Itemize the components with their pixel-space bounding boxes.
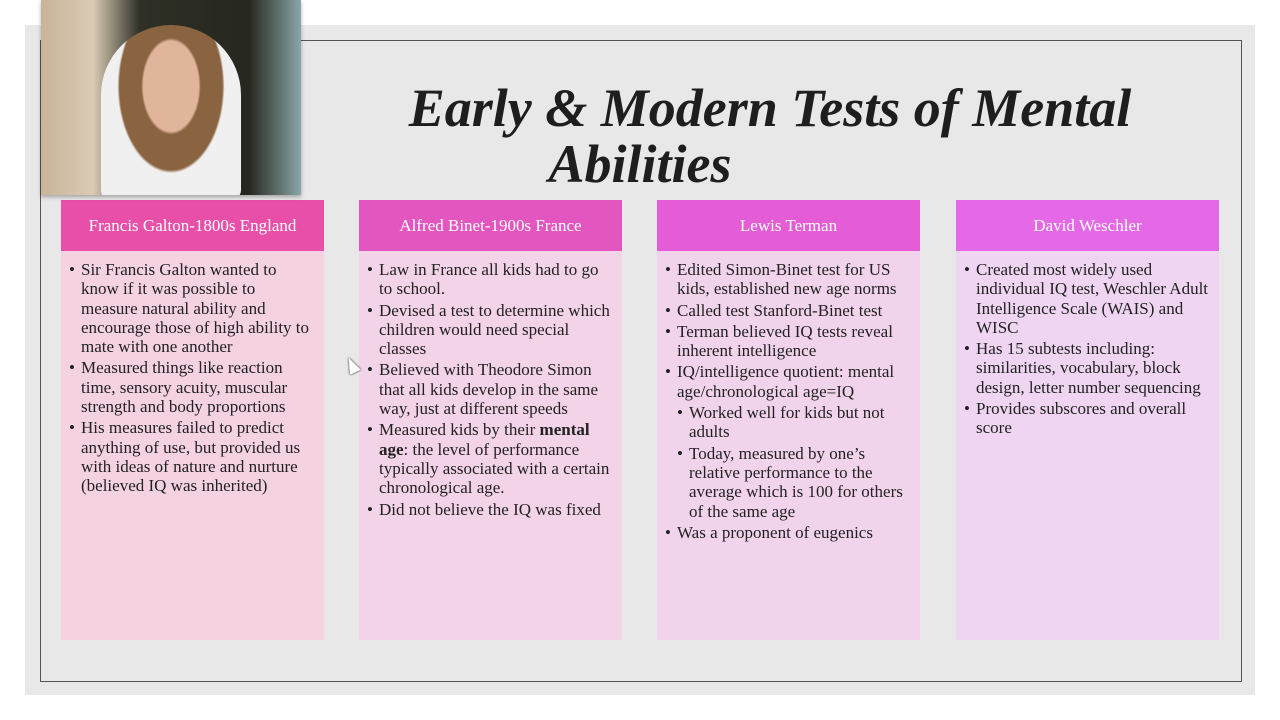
column-body [956, 251, 1219, 640]
bullet-item: • Believed with Theodore Simon that all kids develop in the same way, just at different speeds [367, 360, 614, 418]
column-header: Francis Galton-1800s England [61, 200, 324, 251]
bullet-item: • IQ/intelligence quotient: mental age/chronological age=IQ [665, 362, 912, 401]
bullet-list [964, 260, 1211, 438]
bullet-item: • Worked well for kids but not adults [677, 403, 912, 442]
bullet-item: • Terman believed IQ tests reveal inherent intelligence [665, 322, 912, 361]
column-header: David Weschler [956, 200, 1219, 251]
bullet-item: • Edited Simon-Binet test for US kids, established new age norms [665, 260, 912, 299]
column-header: Alfred Binet-1900s France [359, 200, 622, 251]
column-header: Lewis Terman [657, 200, 920, 251]
presenter-video [101, 25, 241, 195]
bullet-item: • Did not believe the IQ was fixed [367, 500, 614, 519]
bullet-item: • Law in France all kids had to go to school. [367, 260, 614, 299]
column-3 [657, 200, 920, 640]
bullet-item: • Devised a test to determine which children would need special classes [367, 301, 614, 359]
bullet-list [665, 260, 912, 542]
column-2 [359, 200, 622, 640]
bullet-item: • Called test Stanford-Binet test [665, 301, 912, 320]
column-1 [61, 200, 324, 640]
title-line-1: Early & Modern Tests of Mental [408, 78, 1132, 138]
bullet-list [367, 260, 614, 519]
bullet-list [69, 260, 316, 496]
bullet-text: : the level of performance typically associated with a certain chronological age. [379, 439, 610, 498]
bullet-item: • His measures failed to predict anything of use, but provided us with ideas of nature and nurture (believed IQ was inherited) [69, 418, 316, 495]
column-body [657, 251, 920, 640]
bold-term: mental age [379, 420, 590, 459]
bullet-item: • Provides subscores and overall score [964, 399, 1211, 438]
bullet-item: • Sir Francis Galton wanted to know if it was possible to measure natural ability and encourage those of high ability to mate with one another [69, 260, 316, 356]
column-4 [956, 200, 1219, 640]
column-body [359, 251, 622, 640]
bullet-item: • Measured things like reaction time, sensory acuity, muscular strength and body proportions [69, 358, 316, 416]
column-body [61, 251, 324, 640]
bullet-text: Measured kids by their [379, 420, 540, 440]
bullet-item: • Created most widely used individual IQ test, Weschler Adult Intelligence Scale (WAIS) and WISC [964, 260, 1211, 337]
bullet-item: • Has 15 subtests including: similarities, vocabulary, block design, letter number sequencing [964, 339, 1211, 397]
webcam-video-overlay [41, 0, 301, 195]
bullet-item: • Was a proponent of eugenics [665, 523, 912, 542]
bullet-item [367, 420, 614, 497]
bullet-item: • Today, measured by one’s relative performance to the average which is 100 for others of the same age [677, 444, 912, 521]
title-line-2: Abilities [548, 134, 732, 194]
